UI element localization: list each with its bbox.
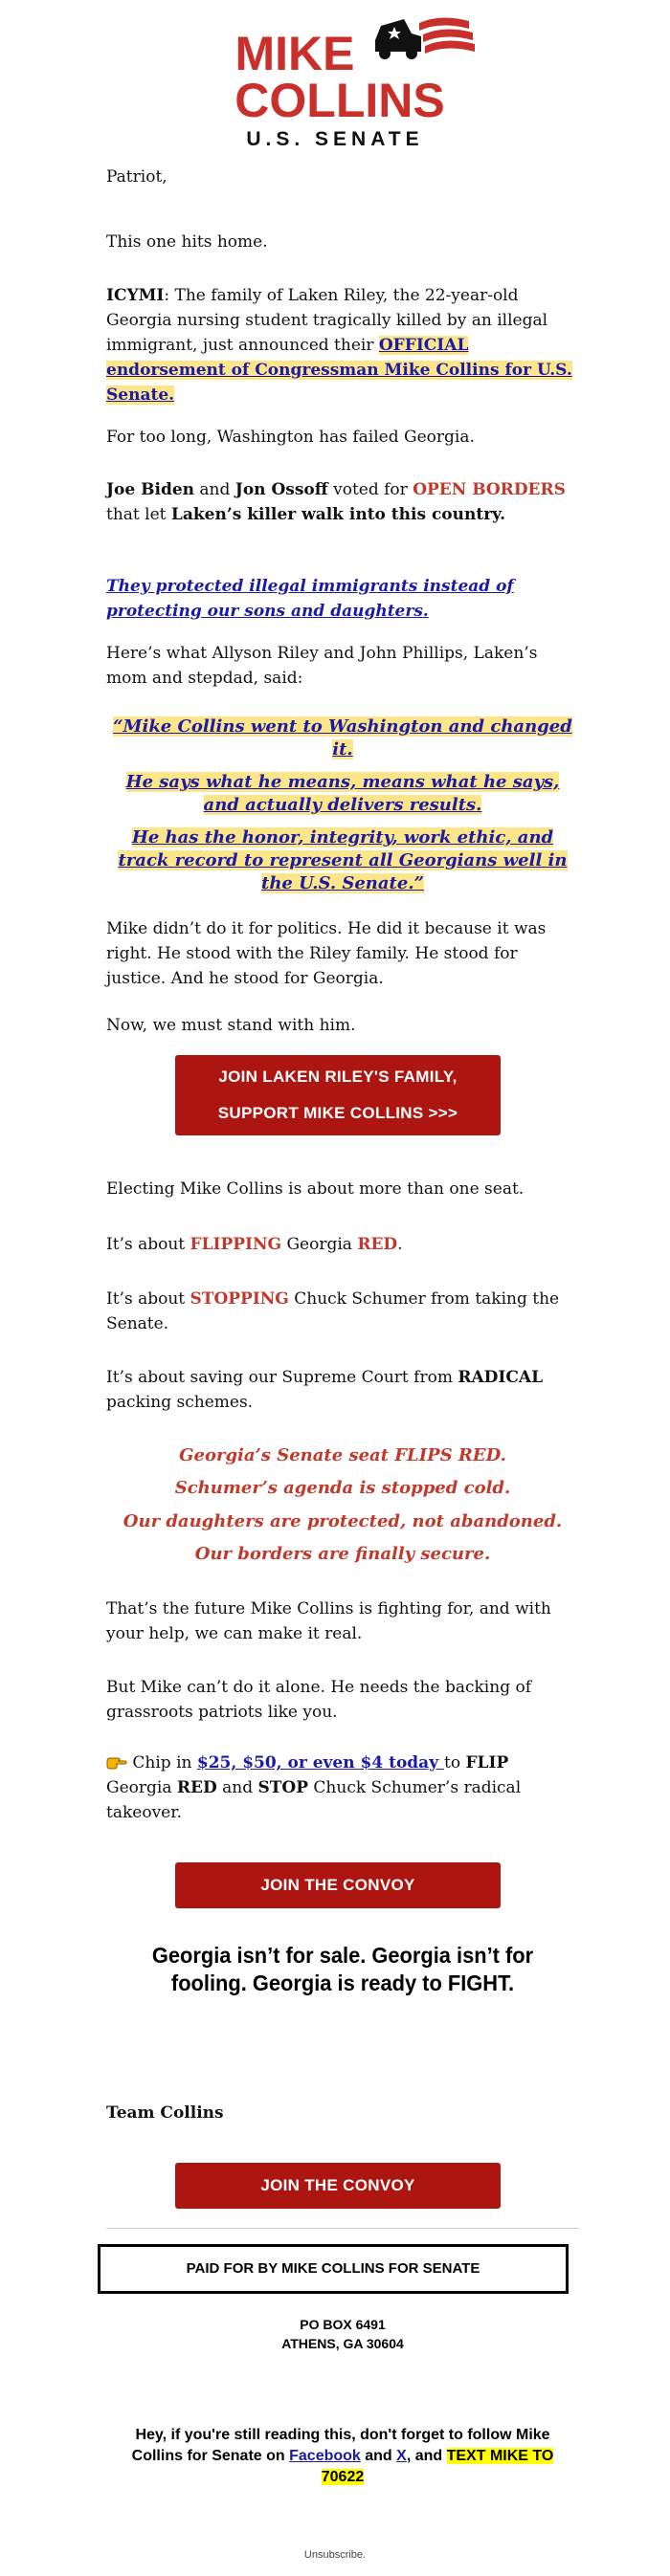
flipping-e: . (397, 1235, 403, 1254)
headline: Georgia isn’t for sale. Georgia isn’t for fooling. Georgia is ready to FIGHT. (151, 1943, 534, 1995)
alone-paragraph: But Mike can’t do it alone. He needs the backing of grassroots patriots like you. (106, 1678, 532, 1722)
electing-paragraph: Electing Mike Collins is about more than one seat. (106, 1179, 525, 1199)
pointing-hand-icon (106, 1754, 127, 1770)
join-convoy-button[interactable]: JOIN THE CONVOY (175, 1862, 501, 1908)
flip-word: FLIP (465, 1753, 509, 1772)
mike-collins-logo (0, 0, 670, 153)
failed-georgia: For too long, Washington has failed Georgia. (106, 428, 475, 447)
quote-3 (106, 826, 579, 895)
ossoff-name: Jon Ossoff (234, 480, 328, 499)
address-line2: ATHENS, GA 30604 (281, 2336, 404, 2351)
logo-line2: COLLINS (234, 74, 445, 127)
quote-2-text: He says what he means, means what he says, and actually delivers results. (125, 772, 560, 815)
chip-f: and (216, 1778, 258, 1797)
court-paragraph (106, 1365, 579, 1415)
biden-paragraph (106, 477, 579, 527)
truck-flag-icon (375, 17, 475, 59)
quote-3-text: He has the honor, integrity, work ethic, and track record to represent all Georgians well in the U.S. Senate.” (118, 827, 568, 893)
signoff: Team Collins (106, 2103, 224, 2123)
logo-line3: U.S. SENATE (246, 128, 424, 150)
divider (106, 2228, 579, 2229)
address-line1: PO BOX 6491 (300, 2317, 386, 2332)
protected-link[interactable]: They protected illegal immigrants instead of protecting our sons and daughters. (106, 577, 514, 621)
here-said: Here’s what Allyson Riley and John Phillips, Laken’s mom and stepdad, said: (106, 644, 538, 688)
stopping-word: STOPPING (190, 1289, 289, 1309)
donate-amount-link[interactable]: $25, $50, or even $4 today (196, 1753, 444, 1772)
greeting: Patriot, (106, 167, 168, 187)
follow-a: Hey, if you're still reading this, don't forget to follow Mike Collins for Senate on (131, 2427, 550, 2464)
logo-line1: MIKE (234, 27, 355, 80)
icymi-label: ICYMI (106, 286, 165, 305)
open-borders: OPEN BORDERS (413, 480, 566, 499)
stop-word: STOP (257, 1778, 309, 1797)
quote-1-text: “Mike Collins went to Washington and changed it. (113, 716, 572, 760)
radical-word: RADICAL (458, 1368, 544, 1387)
politics-paragraph: Mike didn’t do it for politics. He did it because it was right. He stood with the Riley family. He stood for justice. And he stood for Georgia. (106, 919, 547, 988)
quote-1 (106, 716, 579, 761)
red-line-1: Georgia’s Senate seat FLIPS RED. (179, 1445, 506, 1465)
icymi-text: : The family of Laken Riley, the 22-year-old Georgia nursing student tragically killed by an illegal immigrant, just announced their (106, 286, 548, 355)
stopping-c: Chuck Schumer from taking the Senate. (106, 1289, 560, 1333)
flipping-word: FLIPPING (190, 1235, 282, 1254)
follow-b: and (360, 2448, 397, 2464)
stand-with-him: Now, we must stand with him. (106, 1016, 356, 1035)
flipping-paragraph (106, 1232, 579, 1257)
chip-d: Georgia (106, 1778, 177, 1797)
follow-paragraph (115, 2425, 570, 2488)
biden-that: that let (106, 505, 171, 524)
chip-paragraph (106, 1750, 579, 1825)
future-paragraph: That’s the future Mike Collins is fighting for, and with your help, we can make it real. (106, 1599, 551, 1643)
stopping-paragraph (106, 1287, 579, 1336)
mailing-address (106, 2315, 579, 2353)
chip-h: Chuck Schumer’s radical takeover. (106, 1778, 522, 1822)
chip-red-word: RED (176, 1778, 217, 1797)
biden-voted: voted for (327, 480, 413, 499)
red-line-3: Our daughters are protected, not abandoned. (123, 1511, 563, 1531)
stopping-a: It’s about (106, 1289, 190, 1309)
unsubscribe-link[interactable]: Unsubscribe. (303, 2549, 367, 2561)
x-link[interactable]: X (396, 2448, 407, 2464)
icymi-paragraph (106, 283, 579, 407)
join-family-line2: SUPPORT MIKE COLLINS >>> (217, 1104, 458, 1122)
biden-and: and (194, 480, 235, 499)
join-convoy-button-2[interactable]: JOIN THE CONVOY (175, 2163, 501, 2209)
court-a: It’s about saving our Supreme Court from (106, 1368, 458, 1387)
flipping-c: Georgia (281, 1235, 358, 1254)
red-line-4: Our borders are finally secure. (194, 1544, 491, 1564)
court-c: packing schemes. (106, 1393, 254, 1412)
endorsement-link[interactable]: OFFICIAL endorsement of Congressman Mike Collins for U.S. Senate. (106, 336, 572, 405)
chip-b: to (444, 1753, 466, 1772)
quote-2 (106, 771, 579, 817)
chip-a: Chip in (127, 1753, 197, 1772)
flipping-a: It’s about (106, 1235, 190, 1254)
red-word: RED (357, 1235, 398, 1254)
paid-for-box: PAID FOR BY MIKE COLLINS FOR SENATE (98, 2244, 569, 2294)
join-family-button[interactable] (175, 1055, 501, 1135)
hits-home: This one hits home. (106, 232, 268, 252)
follow-c: , and (406, 2448, 447, 2464)
biden-name: Joe Biden (106, 480, 195, 499)
join-family-line1: JOIN LAKEN RILEY'S FAMILY, (218, 1068, 458, 1086)
facebook-link[interactable]: Facebook (289, 2448, 361, 2464)
red-line-2: Schumer’s agenda is stopped cold. (174, 1478, 511, 1498)
killer-text: Laken’s killer walk into this country. (170, 505, 506, 524)
text-mike-highlight: TEXT MIKE TO 70622 (321, 2448, 554, 2485)
